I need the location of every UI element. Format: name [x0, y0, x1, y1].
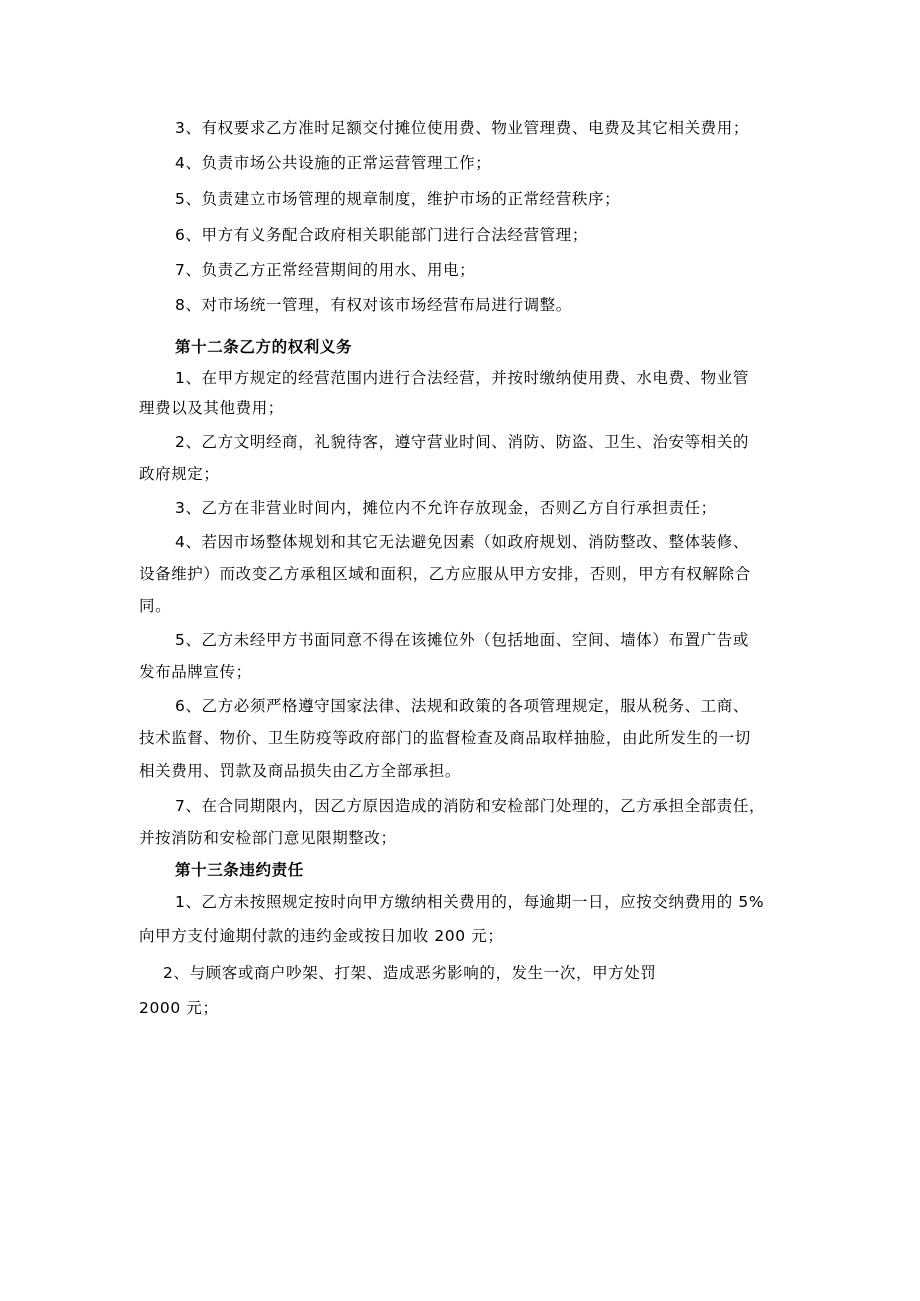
article-12-item-5-line-1: 5、乙方未经甲方书面同意不得在该摊位外（包括地面、空间、墙体）布置广告或	[175, 631, 749, 649]
article-12-item-1-line-2: 理费以及其他费用；	[139, 399, 284, 417]
article-12-item-4-line-1: 4、若因市场整体规划和其它无法避免因素（如政府规划、消防整改、整体装修、	[175, 533, 749, 551]
article-12-item-2-line-2: 政府规定；	[139, 465, 220, 483]
article-13-item-2-line-1: 2、与顾客或商户吵架、打架、造成恶劣影响的，发生一次，甲方处罚	[163, 964, 657, 982]
article-12-item-1-line-1: 1、在甲方规定的经营范围内进行合法经营，并按时缴纳使用费、水电费、物业管	[175, 369, 749, 387]
article-12-item-6-line-1: 6、乙方必须严格遵守国家法律、法规和政策的各项管理规定，服从税务、工商、	[175, 697, 749, 715]
article-12-item-3-line-1: 3、乙方在非营业时间内，摊位内不允许存放现金，否则乙方自行承担责任；	[175, 499, 717, 517]
article-12-item-4-line-3: 同。	[139, 597, 172, 615]
article-13-item-1-line-2: 向甲方支付逾期付款的违约金或按日加收 200 元；	[139, 927, 504, 945]
article-13-item-2-line-2: 2000 元；	[139, 999, 219, 1017]
article-12-item-6-line-2: 技术监督、物价、卫生防疫等政府部门的监督检查及商品取样抽脸，由此所发生的一切	[139, 729, 751, 747]
article-12-item-2-line-1: 2、乙方文明经商，礼貌待客，遵守营业时间、消防、防盗、卫生、治安等相关的	[175, 433, 749, 451]
landlord-duty-8: 8、对市场统一管理，有权对该市场经营布局进行调整。	[175, 296, 572, 314]
landlord-duty-4: 4、负责市场公共设施的正常运营管理工作；	[175, 154, 492, 172]
landlord-duty-3: 3、有权要求乙方准时足额交付摊位使用费、物业管理费、电费及其它相关费用；	[175, 119, 749, 137]
article-12-item-7-line-1: 7、在合同期限内，因乙方原因造成的消防和安检部门处理的，乙方承担全部责任，	[175, 797, 766, 815]
article-12-heading: 第十二条乙方的权利义务	[175, 338, 353, 356]
article-13-item-1-line-1: 1、乙方未按照规定按时向甲方缴纳相关费用的，每逾期一日，应按交纳费用的 5%	[175, 893, 765, 911]
landlord-duty-6: 6、甲方有义务配合政府相关职能部门进行合法经营管理；	[175, 226, 588, 244]
landlord-duty-7: 7、负责乙方正常经营期间的用水、用电；	[175, 261, 476, 279]
article-12-item-5-line-2: 发布品牌宣传；	[139, 663, 252, 681]
landlord-duty-5: 5、负责建立市场管理的规章制度，维护市场的正常经营秩序；	[175, 190, 621, 208]
article-12-item-7-line-2: 并按消防和安检部门意见限期整改；	[139, 829, 397, 847]
article-12-item-6-line-3: 相关费用、罚款及商品损失由乙方全部承担。	[139, 762, 462, 780]
article-13-heading: 第十三条违约责任	[175, 861, 304, 879]
article-12-item-4-line-2: 设备维护）而改变乙方承租区域和面积，乙方应服从甲方安排，否则，甲方有权解除合	[139, 565, 751, 583]
